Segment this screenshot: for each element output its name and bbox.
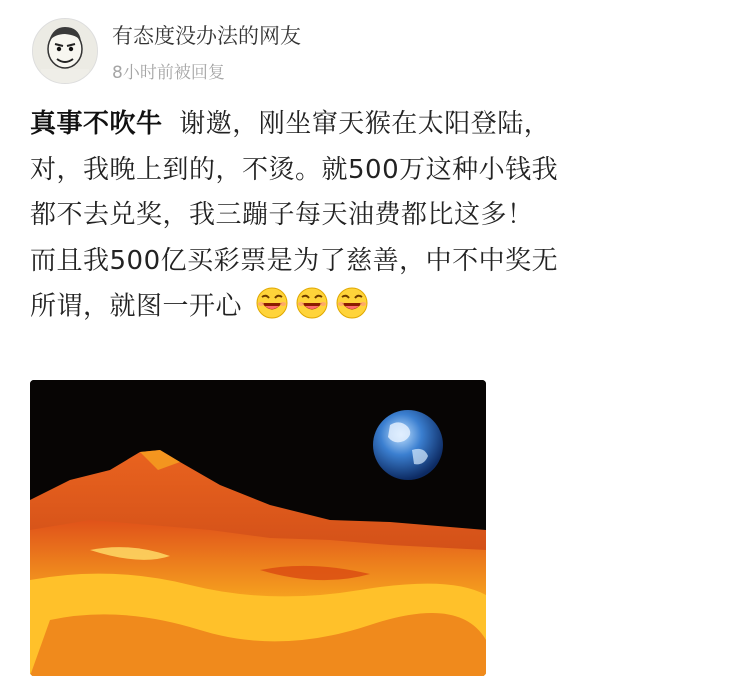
- username[interactable]: 有态度没办法的网友: [112, 24, 301, 48]
- laughing-emoji-icon: [293, 286, 331, 320]
- post-body: [30, 102, 730, 330]
- post-image[interactable]: [30, 380, 486, 676]
- post-text-line-1: 谢邀，刚坐窜天猴在太阳登陆，: [179, 109, 551, 139]
- laughing-emoji-icon: [333, 286, 371, 320]
- post-text-line-3: 都不去兑奖，我三蹦子每天油费都比这多！: [30, 200, 534, 230]
- laughing-emoji-icon: [253, 286, 291, 320]
- post-line-1: [30, 102, 730, 148]
- planet-landscape-photo: [30, 380, 486, 676]
- post-line-5: [30, 284, 730, 330]
- post-text-line-5: 所谓，就图一开心: [30, 291, 243, 322]
- avatar[interactable]: [32, 18, 98, 84]
- emoji-group: [253, 284, 373, 330]
- avatar-meme-face-icon: [33, 19, 97, 83]
- post-timestamp: 8小时前被回复: [112, 63, 225, 83]
- post-header: [30, 14, 730, 86]
- post-text-line-2: 对，我晚上到的，不烫。就500万这种小钱我: [30, 154, 559, 185]
- post-text-line-4: 而且我500亿买彩票是为了慈善，中不中奖无: [30, 245, 559, 276]
- post-lead: 真事不吹牛: [30, 109, 163, 139]
